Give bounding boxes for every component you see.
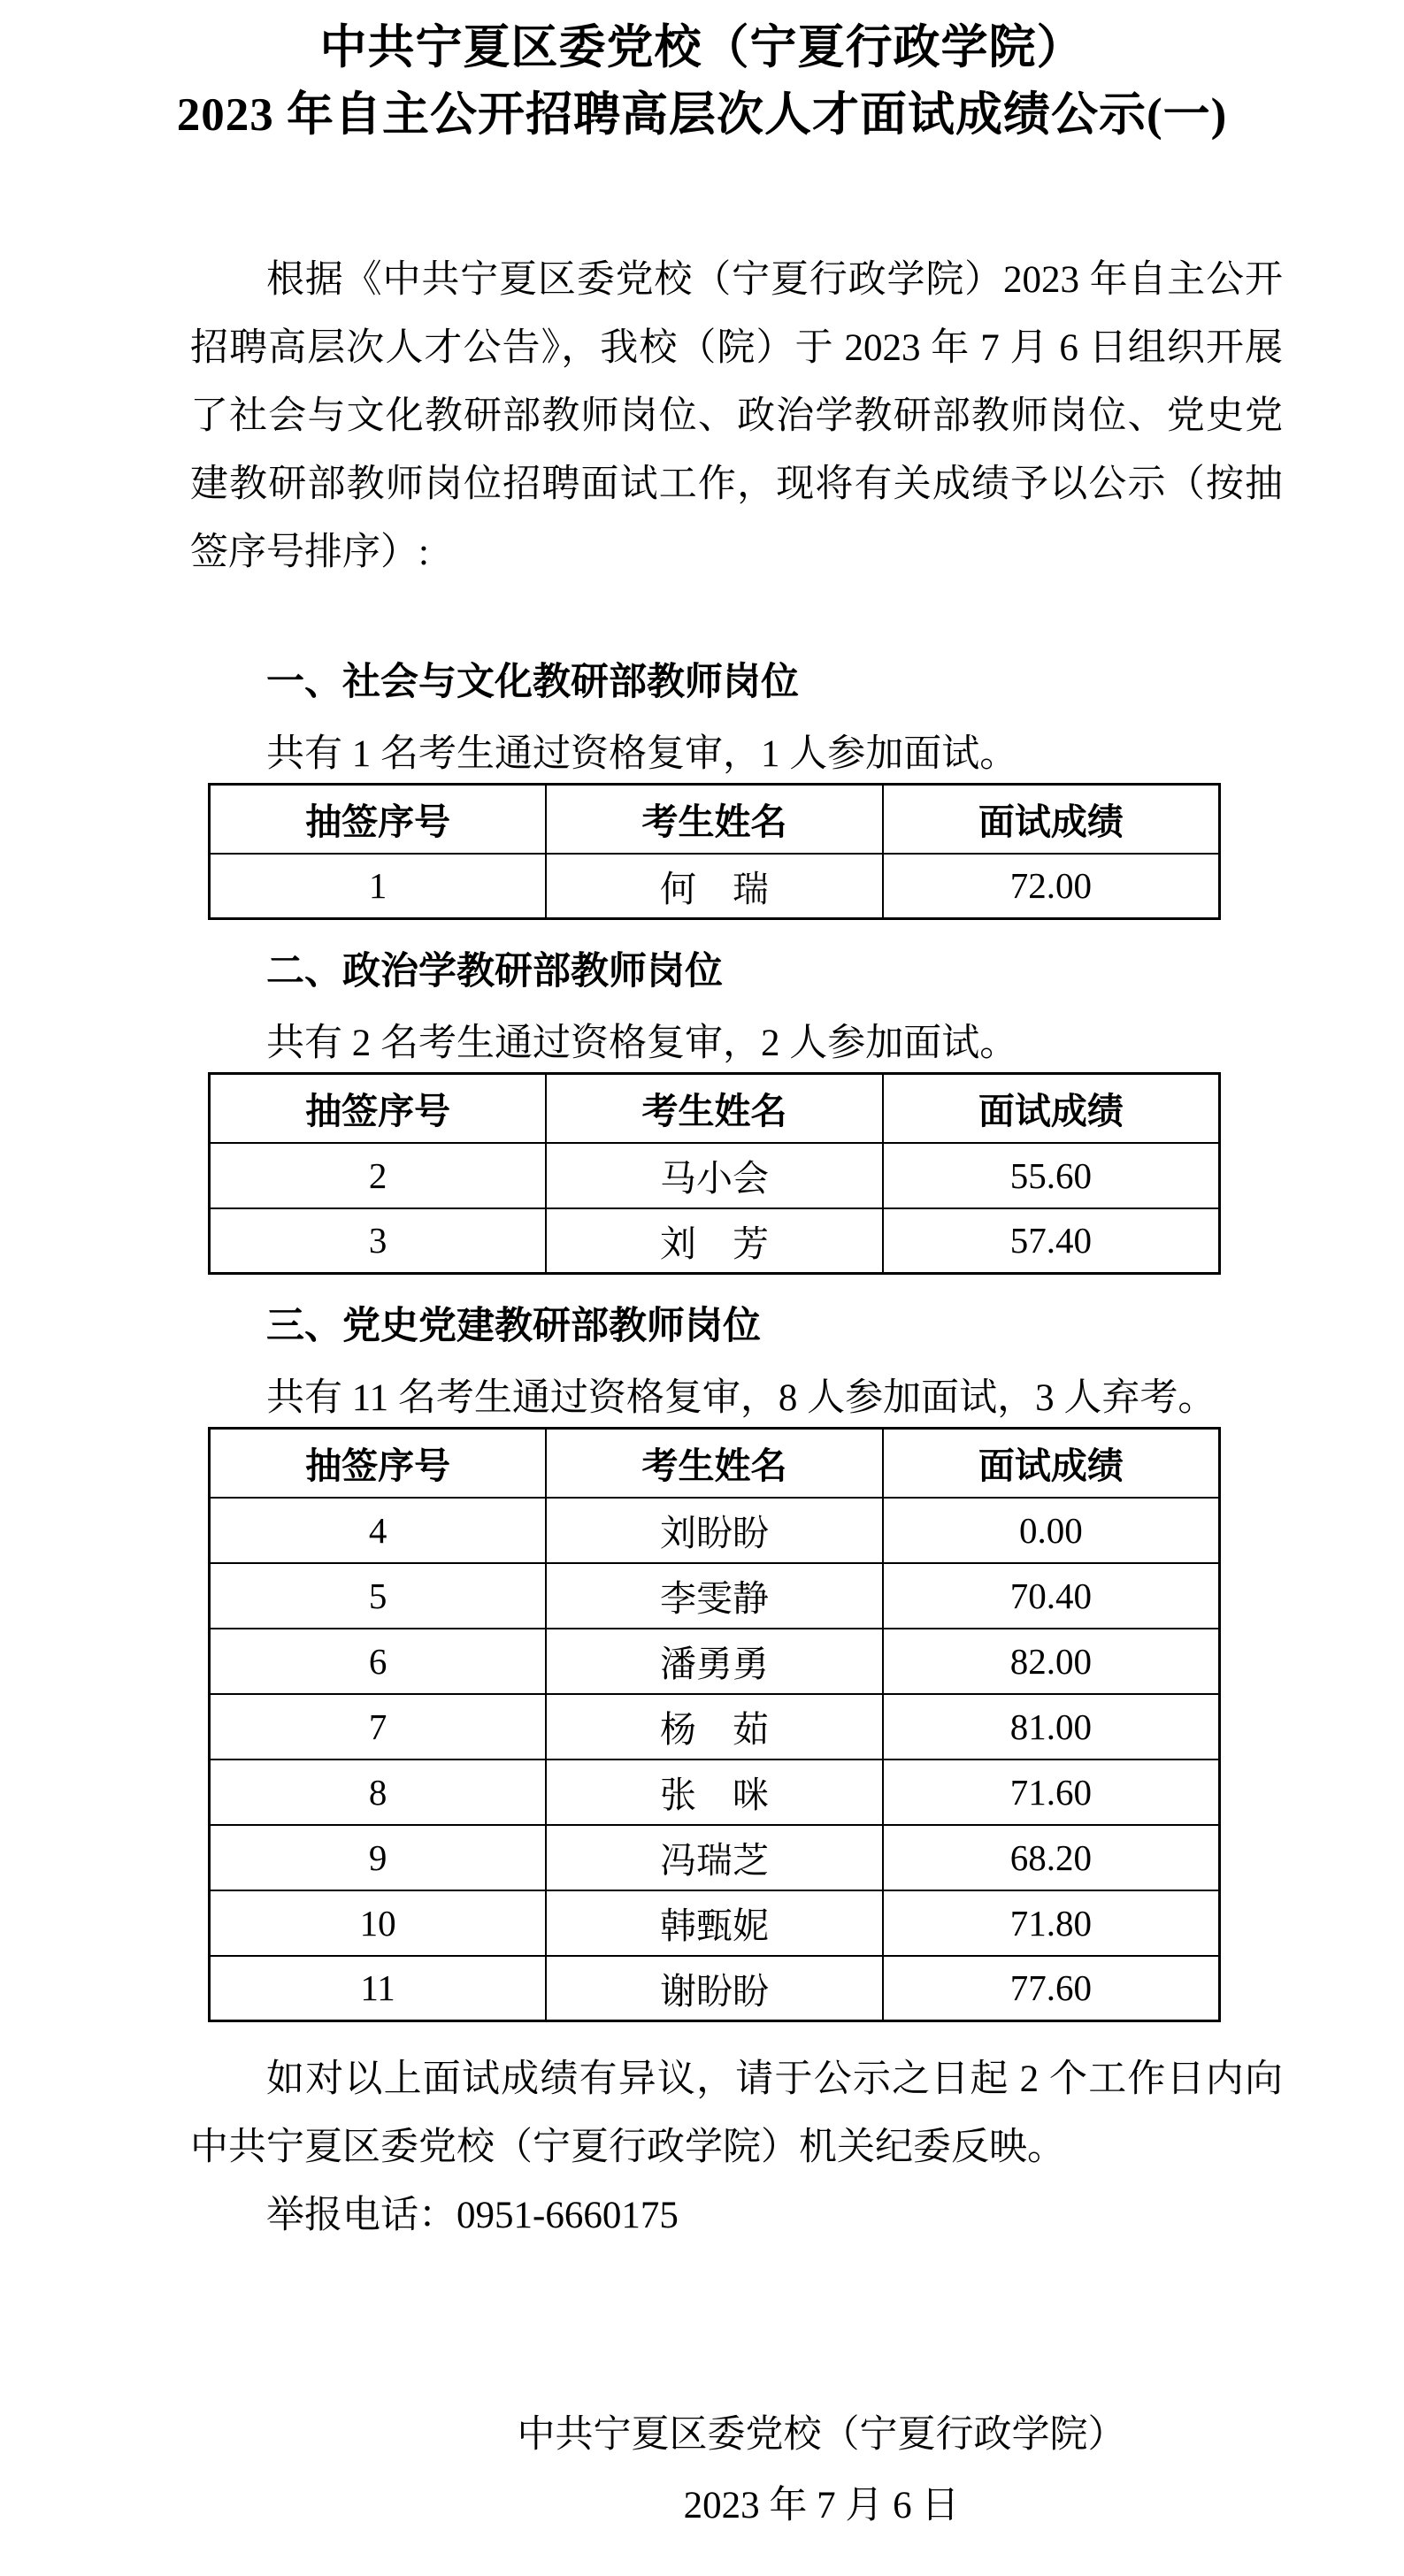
col-header-draw-number: 抽签序号 [210,1074,547,1143]
col-header-candidate-name: 考生姓名 [546,1074,883,1143]
section-social-culture [121,661,1283,920]
section-2-heading: 二、政治学教研部教师岗位 [266,950,723,993]
section-party-history [121,1305,1283,2022]
cell-draw-number: 6 [210,1629,547,1694]
table-header-row [210,1429,1220,1498]
cell-draw-number: 10 [210,1890,547,1956]
section-1-score-table [208,783,1221,920]
cell-draw-number: 9 [210,1825,547,1890]
cell-draw-number: 7 [210,1694,547,1760]
cell-candidate-name: 刘盼盼 [546,1498,883,1563]
table-row [210,1890,1220,1956]
table-row [210,854,1220,919]
section-3-heading: 三、党史党建教研部教师岗位 [266,1305,761,1347]
cell-candidate-name: 李雯静 [546,1563,883,1629]
cell-candidate-name: 冯瑞芝 [546,1825,883,1890]
cell-draw-number: 8 [210,1760,547,1825]
title-line-1: 中共宁夏区委党校（宁夏行政学院） [319,22,1085,73]
document-title [121,14,1283,149]
cell-interview-score: 70.40 [883,1563,1220,1629]
cell-interview-score: 71.80 [883,1890,1220,1956]
cell-candidate-name: 刘 芳 [546,1208,883,1274]
col-header-interview-score: 面试成绩 [883,1074,1220,1143]
section-2-note: 共有 2 名考生通过资格复审，2 人参加面试。 [266,1023,1018,1064]
section-3-score-table [208,1427,1221,2022]
col-header-draw-number: 抽签序号 [210,785,547,854]
closing-paragraph: 如对以上面试成绩有异议，请于公示之日起 2 个工作日内向中共宁夏区委党校（宁夏行政学院）机关纪委反映。 [190,2058,1283,2168]
table-row [210,1629,1220,1694]
hotline-line: 举报电话：0951-6660175 [266,2195,679,2236]
cell-interview-score: 57.40 [883,1208,1220,1274]
cell-draw-number: 2 [210,1143,547,1208]
cell-candidate-name: 潘勇勇 [546,1629,883,1694]
cell-draw-number: 3 [210,1208,547,1274]
section-1-heading: 一、社会与文化教研部教师岗位 [266,661,799,703]
cell-candidate-name: 谢盼盼 [546,1956,883,2021]
cell-candidate-name: 韩甄妮 [546,1890,883,1956]
cell-interview-score: 55.60 [883,1143,1220,1208]
cell-candidate-name: 杨 茹 [546,1694,883,1760]
section-2-score-table [208,1072,1221,1275]
cell-draw-number: 1 [210,854,547,919]
cell-interview-score: 68.20 [883,1825,1220,1890]
col-header-candidate-name: 考生姓名 [546,1429,883,1498]
col-header-interview-score: 面试成绩 [883,785,1220,854]
cell-draw-number: 4 [210,1498,547,1563]
cell-draw-number: 5 [210,1563,547,1629]
cell-draw-number: 11 [210,1956,547,2021]
table-row [210,1208,1220,1274]
table-row [210,1498,1220,1563]
title-line-2: 2023 年自主公开招聘高层次人才面试成绩公示(一) [176,89,1228,141]
table-row [210,1694,1220,1760]
cell-interview-score: 0.00 [883,1498,1220,1563]
signature-org: 中共宁夏区委党校（宁夏行政学院） [517,2414,1126,2456]
cell-interview-score: 71.60 [883,1760,1220,1825]
section-political-science [121,950,1283,1275]
intro-paragraph: 根据《中共宁夏区委党校（宁夏行政学院）2023 年自主公开招聘高层次人才公告》，我校（院）于 2023 年 7 月 6 日组织开展了社会与文化教研部教师岗位、政治学教研部教师岗位、党史党建教研部教师岗位招聘面试工作，现将有关成绩予以公示（按抽签序号排序）: [190,259,1283,573]
cell-candidate-name: 何 瑞 [546,854,883,919]
cell-interview-score: 77.60 [883,1956,1220,2021]
cell-interview-score: 72.00 [883,854,1220,919]
table-row [210,1825,1220,1890]
section-1-note: 共有 1 名考生通过资格复审，1 人参加面试。 [266,733,1018,775]
section-3-note: 共有 11 名考生通过资格复审，8 人参加面试，3 人弃考。 [266,1377,1216,1419]
cell-candidate-name: 马小会 [546,1143,883,1208]
signature-date: 2023 年 7 月 6 日 [683,2485,960,2526]
cell-interview-score: 81.00 [883,1694,1220,1760]
col-header-interview-score: 面试成绩 [883,1429,1220,1498]
cell-interview-score: 82.00 [883,1629,1220,1694]
table-row [210,1956,1220,2021]
col-header-draw-number: 抽签序号 [210,1429,547,1498]
table-header-row [210,785,1220,854]
table-header-row [210,1074,1220,1143]
table-row [210,1143,1220,1208]
cell-candidate-name: 张 咪 [546,1760,883,1825]
table-row [210,1563,1220,1629]
signature-block [360,2400,1283,2542]
table-row [210,1760,1220,1825]
col-header-candidate-name: 考生姓名 [546,785,883,854]
